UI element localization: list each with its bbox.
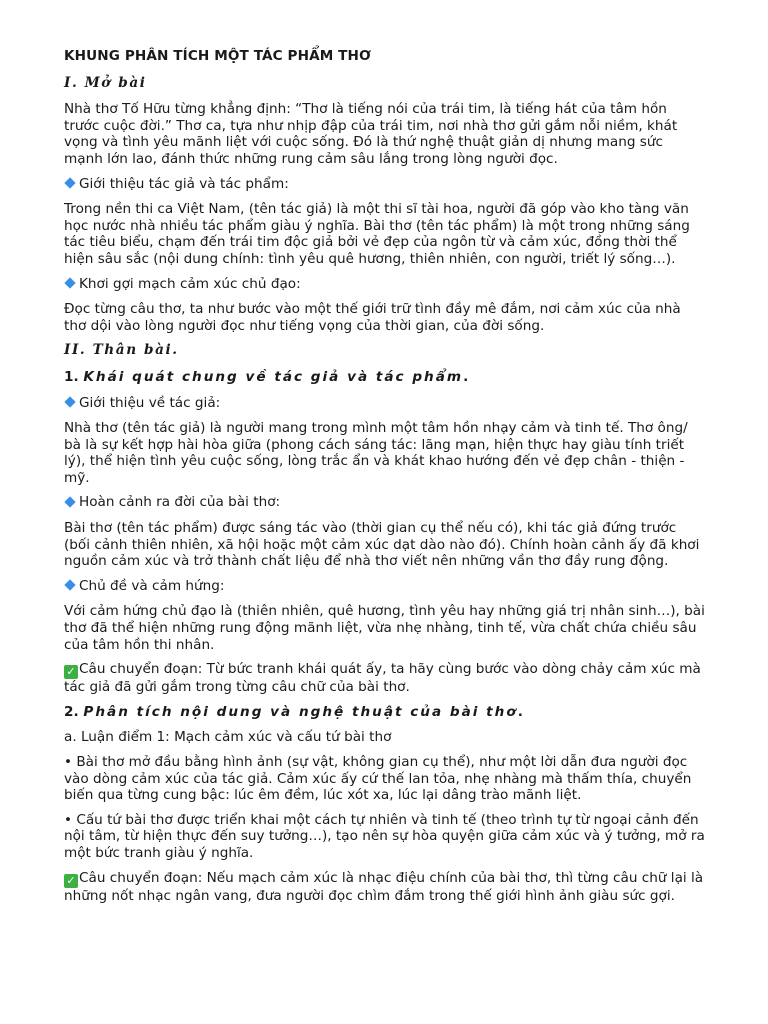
section-number: 2 xyxy=(64,703,74,720)
check-mark-icon: ✓ xyxy=(64,874,78,888)
subheading-label: Giới thiệu về tác giả: xyxy=(79,394,221,411)
diamond-icon xyxy=(64,496,75,507)
section-title-1: 1. Khái quát chung về tác giả và tác phẩm. xyxy=(64,368,469,385)
subheading-context xyxy=(64,494,706,511)
subheading-label: Chủ đề và cảm hứng: xyxy=(79,577,225,594)
transition-text: Câu chuyển đoạn: Nếu mạch cảm xúc là nhạc điệu chính của bài thơ, thì từng câu chữ lại là những nốt nhạc ngân vang, đưa người đọc chìm đắm trong thế giới hình ảnh giàu sức gợi. xyxy=(64,869,704,904)
transition-paragraph-2 xyxy=(64,870,706,905)
paragraph-context: Bài thơ (tên tác phẩm) được sáng tác vào (thời gian cụ thể nếu có), khi tác giả đứng trước (bối cảnh thiên nhiên, xã hội hoặc một cảm xúc dạt dào nào đó). Chính hoàn cảnh ấy đã khơi nguồn cảm xúc và trở thành chất liệu để nhà thơ viết nên những vần thơ đầy rung động. xyxy=(64,520,700,570)
subheading-author-intro xyxy=(64,395,706,412)
subheading-main-emotion xyxy=(64,276,706,293)
section-title-text: Phân tích nội dung và nghệ thuật của bài thơ xyxy=(83,703,518,720)
paragraph-author-intro: Nhà thơ (tên tác giả) là người mang trong mình một tâm hồn nhạy cảm và tinh tế. Thơ ông/ bà là sự kết hợp hài hòa giữa (phong cách sáng tác: lãng mạn, hiện thực hay giàu tính triết lý), thể hiện tình yêu cuộc sống, lòng trắc ẩn và khát khao hướng đến vẻ đẹp chân - thiện - mỹ. xyxy=(64,420,688,486)
check-mark-icon: ✓ xyxy=(64,665,78,679)
diamond-icon xyxy=(64,396,75,407)
point-a: a. Luận điểm 1: Mạch cảm xúc và cấu tứ bài thơ xyxy=(64,729,392,746)
bullet-paragraph-2: • Cấu tứ bài thơ được triển khai một cách tự nhiên và tinh tế (theo trình tự từ ngoại cảnh đến nội tâm, từ hiện thực đến suy tưởng…), tạo nên sự hòa quyện giữa cảm xúc và ý tưởng, mở ra một bức tranh giàu ý nghĩa. xyxy=(64,811,705,861)
paragraph-main-emotion: Đọc từng câu thơ, ta như bước vào một thế giới trữ tình đầy mê đắm, nơi cảm xúc của nhà thơ dội vào lòng người đọc như tiếng vọng của thời gian, của đời sống. xyxy=(64,301,681,334)
transition-paragraph-1 xyxy=(64,661,706,696)
section-title-text: Khái quát chung về tác giả và tác phẩm xyxy=(83,368,464,385)
section-heading-mobai: I. Mở bài xyxy=(64,74,147,91)
subheading-label: Giới thiệu tác giả và tác phẩm: xyxy=(79,175,289,192)
paragraph-author-work: Trong nền thi ca Việt Nam, (tên tác giả) là một thi sĩ tài hoa, người đã góp vào kho tàng văn học nước nhà nhiều tác phẩm giàu ý nghĩa. Bài thơ (tên tác phẩm) là một trong những sáng tác tiêu biểu, chạm đến trái tim độc giả bởi vẻ đẹp của ngôn từ và cảm xúc, đồng thời thể hiện sâu sắc (nội dung chính: tình yêu quê hương, thiên nhiên, con người, triết lý sống…). xyxy=(64,201,690,267)
subheading-label: Hoàn cảnh ra đời của bài thơ: xyxy=(79,494,281,511)
section-heading-thanbai: II. Thân bài. xyxy=(64,342,179,359)
section-title-2: 2. Phân tích nội dung và nghệ thuật của bài thơ. xyxy=(64,703,523,720)
paragraph-intro: Nhà thơ Tố Hữu từng khẳng định: “Thơ là tiếng nói của trái tim, là tiếng hát của tâm hồn trước cuộc đời.” Thơ ca, tựa như nhịp đập của trái tim, nơi nhà thơ gửi gắm nỗi niềm, khát vọng và tình yêu mãnh liệt với cuộc sống. Đó là thứ nghệ thuật giản dị nhưng mang sức mạnh lớn lao, đánh thức những rung cảm sâu lắng trong lòng người đọc. xyxy=(64,101,678,167)
paragraph-theme: Với cảm hứng chủ đạo là (thiên nhiên, quê hương, tình yêu hay những giá trị nhân sinh…), bài thơ đã thể hiện những rung động mãnh liệt, vừa nhẹ nhàng, tinh tế, vừa chất chứa chiều sâu của tâm hồn thi nhân. xyxy=(64,603,705,653)
subheading-theme xyxy=(64,578,706,595)
bullet-paragraph-1: • Bài thơ mở đầu bằng hình ảnh (sự vật, không gian cụ thể), như một lời dẫn đưa người đọc vào dòng cảm xúc của tác giả. Cảm xúc ấy cứ thế lan tỏa, nhẹ nhàng mà thấm thía, chuyển biến qua từng cung bậc: lúc êm đềm, lúc xót xa, lúc lại dâng trào mãnh liệt. xyxy=(64,754,692,804)
section-number: 1 xyxy=(64,368,74,385)
subheading-author-work xyxy=(64,176,706,193)
document-title: KHUNG PHÂN TÍCH MỘT TÁC PHẨM THƠ xyxy=(64,48,371,64)
diamond-icon xyxy=(64,277,75,288)
diamond-icon xyxy=(64,580,75,591)
diamond-icon xyxy=(64,177,75,188)
subheading-label: Khơi gợi mạch cảm xúc chủ đạo: xyxy=(79,275,301,292)
transition-text: Câu chuyển đoạn: Từ bức tranh khái quát ấy, ta hãy cùng bước vào dòng chảy cảm xúc mà tác giả đã gửi gắm trong từng câu chữ của bài thơ. xyxy=(64,661,701,696)
